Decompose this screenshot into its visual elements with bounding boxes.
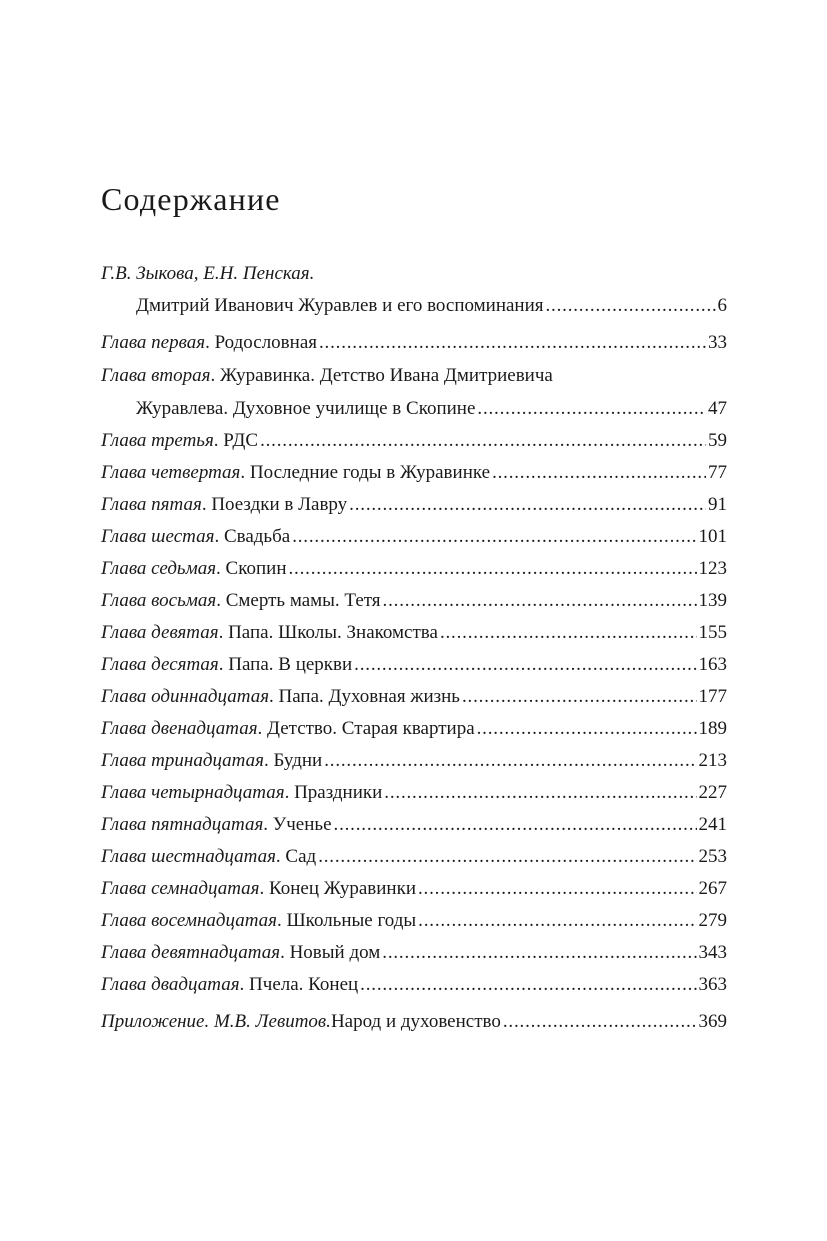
toc-entry-authors: Г.В. Зыкова, Е.Н. Пенская. [101, 263, 315, 284]
toc-chapter-label: Глава девятая [101, 622, 219, 643]
toc-appendix-label: Приложение. М.В. Левитов. [101, 1011, 331, 1032]
toc-chapter-label: Глава двадцатая [101, 974, 240, 995]
toc-entry[interactable] [101, 841, 727, 873]
toc-entry-title: . Папа. Школы. Знакомства [218, 622, 438, 643]
toc-page-number: 267 [698, 878, 727, 899]
toc-entry[interactable] [101, 521, 727, 553]
toc-dot-leader [354, 649, 696, 681]
toc-entry[interactable] [101, 937, 727, 969]
toc-chapter-label: Глава десятая [101, 654, 219, 675]
toc-dot-leader [360, 969, 696, 1001]
toc-chapter-label: Глава седьмая [101, 558, 217, 579]
toc-dot-leader [462, 681, 697, 713]
toc-page-number: 213 [698, 750, 727, 771]
toc-page-number: 91 [708, 494, 727, 515]
toc-entry-title: . Родословная [205, 332, 317, 353]
toc-page-number: 241 [698, 814, 727, 835]
toc-entry-title: . Свадьба [214, 526, 291, 547]
toc-page-number: 177 [698, 686, 727, 707]
toc-page-number: 47 [708, 398, 727, 419]
toc-dot-leader [334, 809, 697, 841]
toc-dot-leader [546, 290, 716, 322]
toc-entry-title: . Будни [263, 750, 323, 771]
toc-dot-leader [349, 489, 706, 521]
toc-chapter-label: Глава семнадцатая [101, 878, 260, 899]
toc-chapter-label: Глава пятнадцатая [101, 814, 264, 835]
toc-page-number: 343 [698, 942, 727, 963]
toc-dot-leader [440, 617, 697, 649]
toc-entry[interactable] [101, 553, 727, 585]
toc-entry-title: Народ и духовенство [330, 1011, 501, 1032]
toc-entry[interactable] [101, 617, 727, 649]
toc-chapter-label: Глава восемнадцатая [101, 910, 278, 931]
toc-page-number: 123 [698, 558, 727, 579]
toc-entry-title: . Сад [275, 846, 317, 867]
toc-entry[interactable] [101, 873, 727, 905]
toc-entry-title: . Журавинка. Детство Ивана Дмитриевича [210, 365, 553, 386]
toc-entry-title: . Скопин [216, 558, 287, 579]
toc-entry-title-continued: Журавлева. Духовное училище в Скопине [136, 398, 476, 419]
toc-entry[interactable] [101, 425, 727, 457]
toc-dot-leader [477, 713, 697, 745]
toc-page-number: 189 [698, 718, 727, 739]
toc-dot-leader [382, 937, 696, 969]
toc-page-number: 369 [698, 1011, 727, 1032]
toc-dot-leader [319, 327, 706, 359]
toc-chapter-label: Глава третья [101, 430, 214, 451]
toc-chapter-label: Глава девятнадцатая [101, 942, 281, 963]
toc-entry[interactable] [101, 649, 727, 681]
toc-entry[interactable] [101, 585, 727, 617]
toc-entry-title: . РДС [213, 430, 259, 451]
toc-entry-title: . Ученье [263, 814, 332, 835]
toc-page-number: 101 [698, 526, 727, 547]
toc-dot-leader [418, 905, 696, 937]
toc-chapter-label: Глава четвертая [101, 462, 241, 483]
toc-entry-appendix[interactable] [101, 1006, 727, 1038]
toc-dot-leader [503, 1006, 697, 1038]
table-of-contents [101, 258, 727, 1038]
toc-dot-leader [324, 745, 696, 777]
toc-dot-leader [260, 425, 706, 457]
toc-entry[interactable] [101, 905, 727, 937]
toc-page-number: 33 [708, 332, 727, 353]
toc-chapter-label: Глава шестая [101, 526, 215, 547]
toc-page-number: 363 [698, 974, 727, 995]
toc-dot-leader [289, 553, 697, 585]
toc-entry[interactable] [101, 681, 727, 713]
toc-entry-title: . Папа. Духовная жизнь [269, 686, 460, 707]
toc-entry[interactable] [101, 969, 727, 1001]
toc-entry-title: . Папа. В церкви [218, 654, 353, 675]
toc-page-number: 279 [698, 910, 727, 931]
toc-entry-title: . Школьные годы [277, 910, 417, 931]
toc-chapter-label: Глава четырнадцатая [101, 782, 285, 803]
toc-page-number: 59 [708, 430, 727, 451]
toc-dot-leader [477, 392, 706, 425]
toc-page-number: 163 [698, 654, 727, 675]
toc-entry-title: . Новый дом [280, 942, 381, 963]
toc-dot-leader [318, 841, 696, 873]
toc-entry[interactable] [101, 457, 727, 489]
toc-entry-title: . Конец Журавинки [259, 878, 416, 899]
toc-entry[interactable] [101, 777, 727, 809]
toc-page-number: 227 [698, 782, 727, 803]
toc-entry-title: . Праздники [284, 782, 383, 803]
toc-entry[interactable] [101, 809, 727, 841]
toc-entry-title: Дмитрий Иванович Журавлев и его воспоминания [136, 295, 544, 316]
toc-chapter-label: Глава пятая [101, 494, 202, 515]
toc-entry-title: . Детство. Старая квартира [257, 718, 475, 739]
toc-entry[interactable] [101, 745, 727, 777]
toc-dot-leader [418, 873, 697, 905]
toc-page-number: 155 [698, 622, 727, 643]
toc-entry[interactable] [101, 327, 727, 359]
toc-entry-title: . Последние годы в Журавинке [240, 462, 491, 483]
toc-entry[interactable] [101, 359, 727, 425]
toc-entry[interactable] [101, 713, 727, 745]
toc-entry-title: . Поездки в Лавру [201, 494, 348, 515]
toc-entry-title: . Пчела. Конец [239, 974, 359, 995]
toc-page-number: 139 [698, 590, 727, 611]
toc-chapter-label: Глава вторая [101, 365, 211, 386]
toc-entry[interactable] [101, 489, 727, 521]
toc-dot-leader [292, 521, 696, 553]
toc-chapter-label: Глава шестнадцатая [101, 846, 276, 867]
toc-chapter-label: Глава двенадцатая [101, 718, 258, 739]
toc-dot-leader [383, 585, 697, 617]
toc-page-number: 77 [708, 462, 727, 483]
page-title: Содержание [101, 181, 281, 218]
toc-chapter-label: Глава одиннадцатая [101, 686, 270, 707]
toc-dot-leader [492, 457, 706, 489]
toc-page-number: 253 [698, 846, 727, 867]
toc-chapter-label: Глава восьмая [101, 590, 217, 611]
toc-entry-title: . Смерть мамы. Тетя [216, 590, 381, 611]
toc-page-number: 6 [717, 295, 727, 316]
toc-chapter-label: Глава первая [101, 332, 206, 353]
toc-entry-intro[interactable] [101, 258, 727, 322]
toc-dot-leader [384, 777, 696, 809]
toc-chapter-label: Глава тринадцатая [101, 750, 264, 771]
